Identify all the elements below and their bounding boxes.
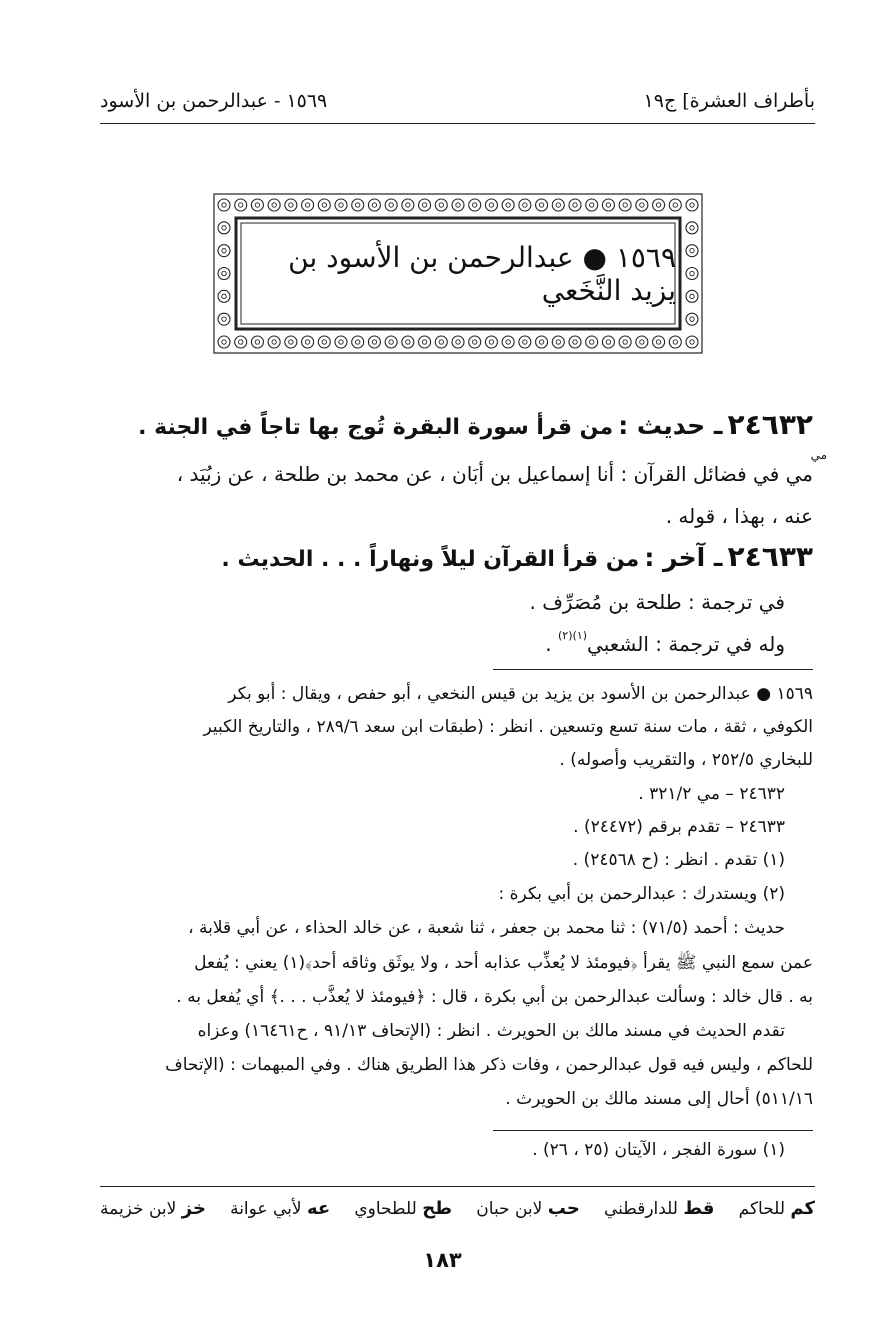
ornament-leaf-center bbox=[573, 203, 577, 207]
ornament-leaf-center bbox=[623, 203, 627, 207]
note-line: به . قال خالد : وسألت عبدالرحمن بن أبي بكرة ، قال : ﴿فيومئذ لا يُعذَّب . . .﴾ أي يُفعل به . bbox=[176, 987, 813, 1007]
ornament-leaf-center bbox=[339, 340, 343, 344]
ornament-leaf-center bbox=[222, 248, 226, 252]
abbreviation-code: طح bbox=[422, 1197, 453, 1219]
ornament-leaf bbox=[235, 336, 247, 348]
ornament-leaf-center bbox=[222, 203, 226, 207]
page-number: ١٨٣ bbox=[423, 1248, 462, 1272]
ornament-leaf bbox=[268, 199, 280, 211]
ornament-leaf-center bbox=[573, 340, 577, 344]
ornament-leaf-center bbox=[272, 203, 276, 207]
ornament-leaf-center bbox=[473, 203, 477, 207]
abbreviation-item bbox=[476, 1198, 580, 1219]
ornament-leaf-center bbox=[690, 340, 694, 344]
ornament-leaf-center bbox=[489, 203, 493, 207]
ornament-leaf-center bbox=[222, 226, 226, 230]
ornament-leaf bbox=[586, 336, 598, 348]
title-frame bbox=[212, 192, 704, 355]
ornament-leaf bbox=[385, 199, 397, 211]
abbreviation-name: لابن حبان bbox=[476, 1198, 548, 1219]
ornament-leaf bbox=[368, 199, 380, 211]
ornament-leaf-center bbox=[506, 203, 510, 207]
ornament-leaf-center bbox=[656, 203, 660, 207]
ornament-leaf bbox=[251, 336, 263, 348]
ornament-leaf bbox=[335, 199, 347, 211]
ornament-leaf bbox=[469, 199, 481, 211]
ornament-leaf-center bbox=[239, 340, 243, 344]
abbreviation-item bbox=[354, 1198, 452, 1219]
ornament-leaf bbox=[419, 336, 431, 348]
ornament-leaf bbox=[218, 336, 230, 348]
subnote-line: (١) سورة الفجر ، الآيتان (٢٥ ، ٢٦) . bbox=[532, 1140, 785, 1160]
note-line: (١) تقدم . انظر : (ح ٢٤٥٦٨) . bbox=[572, 850, 785, 870]
ornament-leaf bbox=[235, 199, 247, 211]
ornament-leaf bbox=[419, 199, 431, 211]
ornament-leaf-center bbox=[556, 340, 560, 344]
abbreviation-name: للدارقطني bbox=[603, 1198, 684, 1219]
ornament-leaf bbox=[686, 199, 698, 211]
hadith-label: ـ آخر : bbox=[644, 543, 723, 572]
hadith-source-line: في ترجمة : طلحة بن مُصَرِّف . bbox=[529, 590, 785, 614]
ornament-leaf-center bbox=[489, 340, 493, 344]
ornament-leaf bbox=[536, 199, 548, 211]
ornament-leaf-center bbox=[690, 203, 694, 207]
ornament-leaf-center bbox=[239, 203, 243, 207]
ornament-leaf-center bbox=[640, 203, 644, 207]
ornament-leaf bbox=[368, 336, 380, 348]
abbreviation-code: كم bbox=[790, 1197, 815, 1219]
ornament-leaf-center bbox=[322, 203, 326, 207]
hadith-text: من قرأ القرآن ليلاً ونهاراً . . . الحديث . bbox=[221, 547, 640, 572]
ornament-leaf-center bbox=[422, 340, 426, 344]
abbreviation-name: للطحاوي bbox=[354, 1198, 423, 1219]
ornament-leaf-center bbox=[506, 340, 510, 344]
ornament-leaf bbox=[636, 336, 648, 348]
ornament-leaf-center bbox=[656, 340, 660, 344]
ornament-leaf-center bbox=[439, 203, 443, 207]
ornament-leaf bbox=[318, 336, 330, 348]
ornament-leaf bbox=[686, 222, 698, 234]
ornament-leaf-center bbox=[289, 340, 293, 344]
ornament-leaf bbox=[485, 199, 497, 211]
ornament-leaf bbox=[686, 290, 698, 302]
ornament-leaf bbox=[502, 336, 514, 348]
ornament-leaf bbox=[452, 336, 464, 348]
ornament-leaf bbox=[569, 336, 581, 348]
hadith-heading bbox=[138, 408, 813, 441]
abbreviation-item bbox=[739, 1198, 815, 1219]
ornament-leaf bbox=[302, 336, 314, 348]
ornament-leaf-center bbox=[406, 340, 410, 344]
ornament-leaf bbox=[686, 245, 698, 257]
ornament-leaf bbox=[335, 336, 347, 348]
abbreviations-rule bbox=[100, 1186, 815, 1187]
abbreviation-code: خز bbox=[181, 1197, 206, 1219]
hadith-source-line: مي في فضائل القرآن : أنا إسماعيل بن أبَان ، عن محمد بن طلحة ، عن زبُيَد ، bbox=[176, 462, 813, 486]
note-line: للبخاري ٢٥٢/٥ ، والتقريب وأصوله) . bbox=[559, 750, 813, 770]
note-line: تقدم الحديث في مسند مالك بن الحويرث . انظر : (الإتحاف ٩١/١٣ ، ح١٦٤٦١) وعزاه bbox=[197, 1021, 785, 1041]
abbreviation-name: للحاكم bbox=[738, 1198, 791, 1219]
ornament-leaf-center bbox=[422, 203, 426, 207]
abbreviation-item bbox=[100, 1198, 206, 1219]
note-line: عمن سمع النبي ﷺ يقرأ ﴿فيومئذ لا يُعذِّب عذابه أحد ، ولا يوثَق وثاقه أحد﴾(١) يعني : يُفعل bbox=[194, 953, 813, 973]
hadith-heading bbox=[221, 540, 813, 573]
ornament-leaf bbox=[352, 199, 364, 211]
ornament-leaf bbox=[285, 199, 297, 211]
ornament-leaf bbox=[485, 336, 497, 348]
ornament-leaf-center bbox=[305, 203, 309, 207]
hadith-source-line: عنه ، بهذا ، قوله . bbox=[665, 504, 813, 528]
footnote-rule bbox=[493, 669, 813, 670]
ornament-leaf-center bbox=[439, 340, 443, 344]
ornament-leaf bbox=[251, 199, 263, 211]
note-line: ١٥٦٩ ● عبدالرحمن بن الأسود بن يزيد بن قيس النخعي ، أبو حفص ، ويقال : أبو بكر bbox=[228, 684, 813, 704]
ornament-leaf-center bbox=[673, 340, 677, 344]
ornament-leaf bbox=[268, 336, 280, 348]
ornament-leaf bbox=[569, 199, 581, 211]
ornament-leaf-center bbox=[690, 317, 694, 321]
header-rule bbox=[100, 123, 815, 124]
note-line: ٢٤٦٣٢ – مي ٣٢١/٢ . bbox=[638, 784, 785, 804]
ornament-leaf-center bbox=[673, 203, 677, 207]
ornament-leaf bbox=[402, 336, 414, 348]
ornament-leaf bbox=[452, 199, 464, 211]
ornament-leaf-center bbox=[640, 340, 644, 344]
hadith-number: ٢٤٦٣٣ bbox=[727, 540, 813, 573]
ornament-leaf-center bbox=[372, 340, 376, 344]
ornament-leaf bbox=[653, 199, 665, 211]
source-marker: مي bbox=[810, 448, 827, 462]
subnote-rule bbox=[493, 1130, 813, 1131]
running-head-right: بأطراف العشرة] ج١٩ bbox=[643, 90, 815, 112]
ornament-leaf-center bbox=[255, 203, 259, 207]
ornament-leaf bbox=[435, 336, 447, 348]
ornament-leaf-center bbox=[222, 294, 226, 298]
ornament-leaf bbox=[653, 336, 665, 348]
ornament-leaf bbox=[602, 336, 614, 348]
ornament-leaf bbox=[552, 199, 564, 211]
note-line: ٢٤٦٣٣ – تقدم برقم (٢٤٤٧٢) . bbox=[573, 817, 785, 837]
ornament-leaf bbox=[218, 290, 230, 302]
ornament-leaf bbox=[619, 199, 631, 211]
ornament-leaf bbox=[636, 199, 648, 211]
footnote-refs: (١)(٢) bbox=[558, 629, 588, 642]
ornament-leaf-center bbox=[305, 340, 309, 344]
ornament-leaf-center bbox=[590, 340, 594, 344]
ornament-leaf-center bbox=[456, 340, 460, 344]
ornament-leaf bbox=[302, 199, 314, 211]
ornament-leaf bbox=[218, 222, 230, 234]
ornament-leaf-center bbox=[339, 203, 343, 207]
abbreviation-name: لابن خزيمة bbox=[100, 1198, 182, 1219]
note-line: حديث : أحمد (٧١/٥) : ثنا محمد بن جعفر ، ثنا شعبة ، عن خالد الحذاء ، عن أبي قلابة ، bbox=[188, 918, 785, 938]
ornament-leaf-center bbox=[389, 340, 393, 344]
abbreviation-code: قط bbox=[683, 1197, 715, 1219]
ornament-leaf bbox=[686, 336, 698, 348]
ornament-leaf bbox=[218, 245, 230, 257]
ornament-leaf-center bbox=[523, 340, 527, 344]
ornament-leaf-center bbox=[539, 203, 543, 207]
abbreviation-code: عه bbox=[306, 1197, 331, 1219]
note-line: الكوفي ، ثقة ، مات سنة تسع وتسعين . انظر : (طبقات ابن سعد ٢٨٩/٦ ، والتاريخ الكبير bbox=[203, 717, 813, 737]
abbreviation-item bbox=[230, 1198, 330, 1219]
ornament-leaf bbox=[669, 336, 681, 348]
ornament-leaf bbox=[686, 268, 698, 280]
ornament-leaf-center bbox=[222, 317, 226, 321]
ornament-leaf-center bbox=[690, 271, 694, 275]
ornament-leaf-center bbox=[356, 203, 360, 207]
ornament-leaf-center bbox=[222, 271, 226, 275]
ornament-leaf-center bbox=[690, 294, 694, 298]
abbreviation-code: حب bbox=[547, 1197, 580, 1219]
ornament-leaf-center bbox=[556, 203, 560, 207]
ornament-leaf-center bbox=[590, 203, 594, 207]
ornament-leaf bbox=[435, 199, 447, 211]
ornament-leaf-center bbox=[406, 203, 410, 207]
chapter-title: ١٥٦٩ ● عبدالرحمن بن الأسود بن يزيد النَّخَعي bbox=[288, 240, 676, 307]
note-line: ٥١١/١٦) أحال إلى مسند مالك بن الحويرث . bbox=[505, 1089, 813, 1109]
ornament-leaf bbox=[285, 336, 297, 348]
source-text: وله في ترجمة : الشعبي bbox=[587, 632, 785, 656]
hadith-text: من قرأ سورة البقرة تُوج بها تاجاً في الجنة . bbox=[138, 415, 614, 440]
hadith-label: ـ حديث : bbox=[618, 411, 723, 440]
note-line: (٢) ويستدرك : عبدالرحمن بن أبي بكرة : bbox=[498, 884, 785, 904]
ornament-leaf bbox=[536, 336, 548, 348]
running-head-left: ١٥٦٩ - عبدالرحمن بن الأسود bbox=[100, 90, 328, 112]
ornament-leaf-center bbox=[523, 203, 527, 207]
ornament-leaf-center bbox=[623, 340, 627, 344]
ornament-leaf bbox=[602, 199, 614, 211]
ornament-leaf-center bbox=[690, 248, 694, 252]
ornament-leaf-center bbox=[289, 203, 293, 207]
ornament-leaf-center bbox=[606, 203, 610, 207]
ornament-leaf bbox=[218, 268, 230, 280]
running-head bbox=[100, 84, 815, 118]
ornament-leaf bbox=[519, 336, 531, 348]
source-end: . bbox=[545, 632, 558, 656]
abbreviation-item bbox=[604, 1198, 715, 1219]
note-line: للحاكم ، وليس فيه قول عبدالرحمن ، وفات ذكر هذا الطريق هناك . وفي المبهمات : (الإتحاف bbox=[165, 1055, 813, 1075]
ornament-leaf bbox=[469, 336, 481, 348]
ornament-leaf bbox=[402, 199, 414, 211]
ornament-leaf-center bbox=[456, 203, 460, 207]
ornament-leaf-center bbox=[539, 340, 543, 344]
ornament-leaf-center bbox=[255, 340, 259, 344]
ornament-leaf-center bbox=[473, 340, 477, 344]
ornament-leaf bbox=[218, 313, 230, 325]
ornament-leaf-center bbox=[356, 340, 360, 344]
ornament-leaf bbox=[352, 336, 364, 348]
ornament-leaf bbox=[586, 199, 598, 211]
ornament-leaf-center bbox=[372, 203, 376, 207]
ornament-leaf bbox=[502, 199, 514, 211]
ornament-leaf-center bbox=[222, 340, 226, 344]
ornament-leaf bbox=[552, 336, 564, 348]
ornament-leaf bbox=[218, 199, 230, 211]
ornament-leaf-center bbox=[322, 340, 326, 344]
ornament-leaf bbox=[385, 336, 397, 348]
ornament-leaf-center bbox=[690, 226, 694, 230]
ornament-leaf-center bbox=[272, 340, 276, 344]
hadith-source-line bbox=[545, 629, 785, 656]
ornament-leaf bbox=[669, 199, 681, 211]
ornament-leaf bbox=[519, 199, 531, 211]
hadith-number: ٢٤٦٣٢ bbox=[727, 408, 813, 441]
ornament-leaf bbox=[686, 313, 698, 325]
abbreviations-legend bbox=[100, 1193, 815, 1223]
ornament-leaf-center bbox=[606, 340, 610, 344]
ornament-leaf bbox=[318, 199, 330, 211]
ornament-leaf bbox=[619, 336, 631, 348]
abbreviation-name: لأبي عوانة bbox=[230, 1198, 307, 1219]
ornament-leaf-center bbox=[389, 203, 393, 207]
